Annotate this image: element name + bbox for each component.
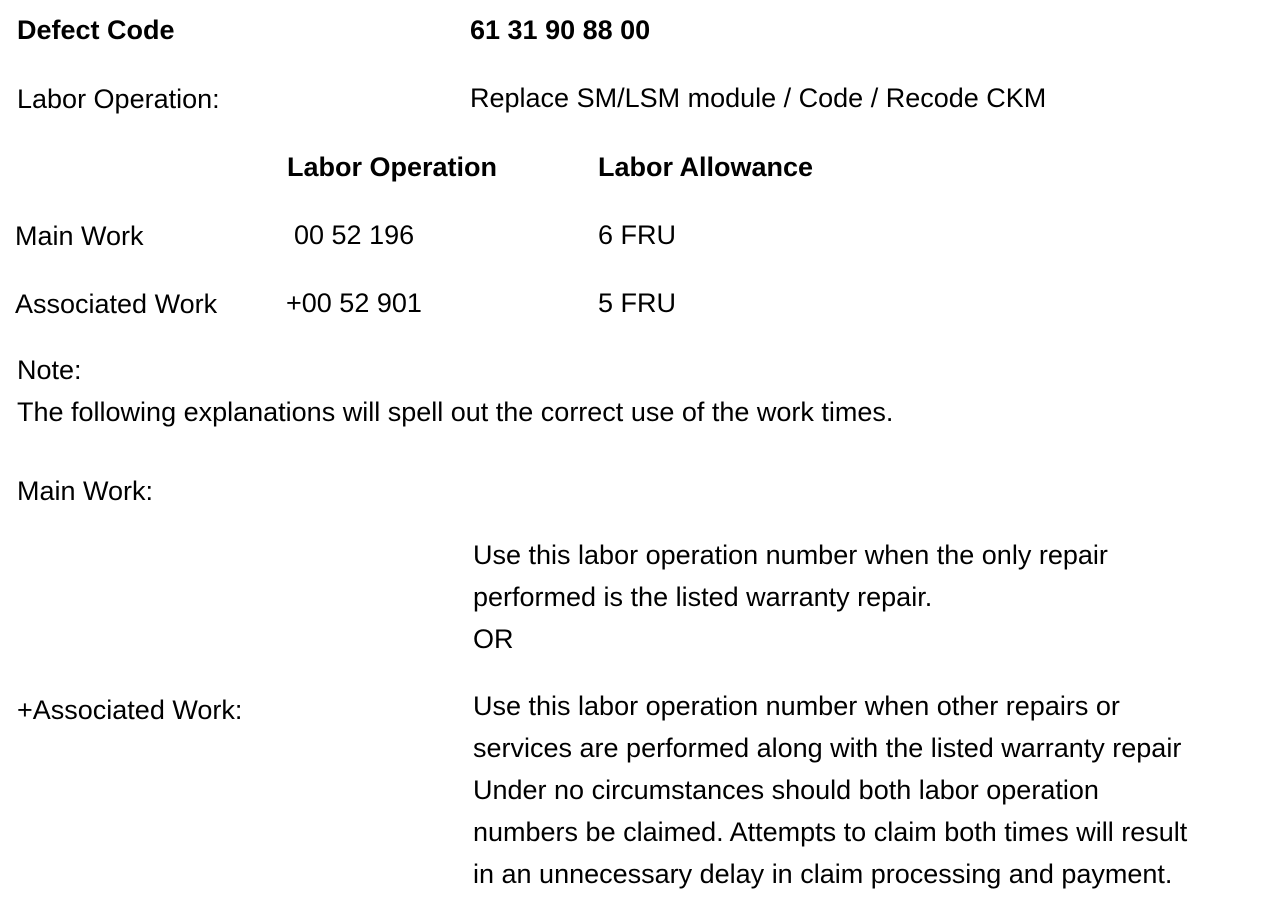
associated-work-line: Under no circumstances should both labor operation: [473, 775, 1099, 805]
main-work-line: Use this labor operation number when the only repair: [473, 540, 1108, 570]
labor-operation-value: Replace SM/LSM module / Code / Recode CKM: [470, 83, 1047, 113]
main-work-or: OR: [473, 624, 514, 654]
associated-work-line: numbers be claimed. Attempts to claim both times will result: [473, 817, 1188, 847]
associated-work-explanation: [473, 685, 1187, 895]
note-label: Note:: [17, 355, 82, 385]
table-header-labor-allowance: Labor Allowance: [598, 152, 814, 182]
associated-work-line: services are performed along with the listed warranty repair: [473, 733, 1182, 763]
table-row-main-work-label: Main Work: [15, 221, 144, 251]
table-row-associated-work-label: Associated Work: [15, 289, 218, 319]
defect-code-label: Defect Code: [17, 15, 175, 45]
associated-work-line: Use this labor operation number when other repairs or: [473, 691, 1120, 721]
associated-work-line: in an unnecessary delay in claim processing and payment.: [473, 859, 1173, 889]
table-row-main-work-allowance: 6 FRU: [598, 220, 677, 250]
main-work-label: Main Work:: [17, 476, 154, 506]
table-row-main-work-operation: 00 52 196: [294, 220, 415, 250]
table-header-labor-operation: Labor Operation: [287, 152, 498, 182]
main-work-explanation: [473, 534, 1108, 660]
table-row-associated-work-operation: +00 52 901: [286, 288, 422, 318]
main-work-line: performed is the listed warranty repair.: [473, 582, 933, 612]
table-row-associated-work-allowance: 5 FRU: [598, 288, 677, 318]
defect-code-value: 61 31 90 88 00: [470, 15, 651, 45]
associated-work-label: +Associated Work:: [17, 695, 243, 725]
labor-operation-label: Labor Operation:: [17, 84, 220, 114]
note-text: The following explanations will spell out the correct use of the work times.: [17, 397, 894, 427]
